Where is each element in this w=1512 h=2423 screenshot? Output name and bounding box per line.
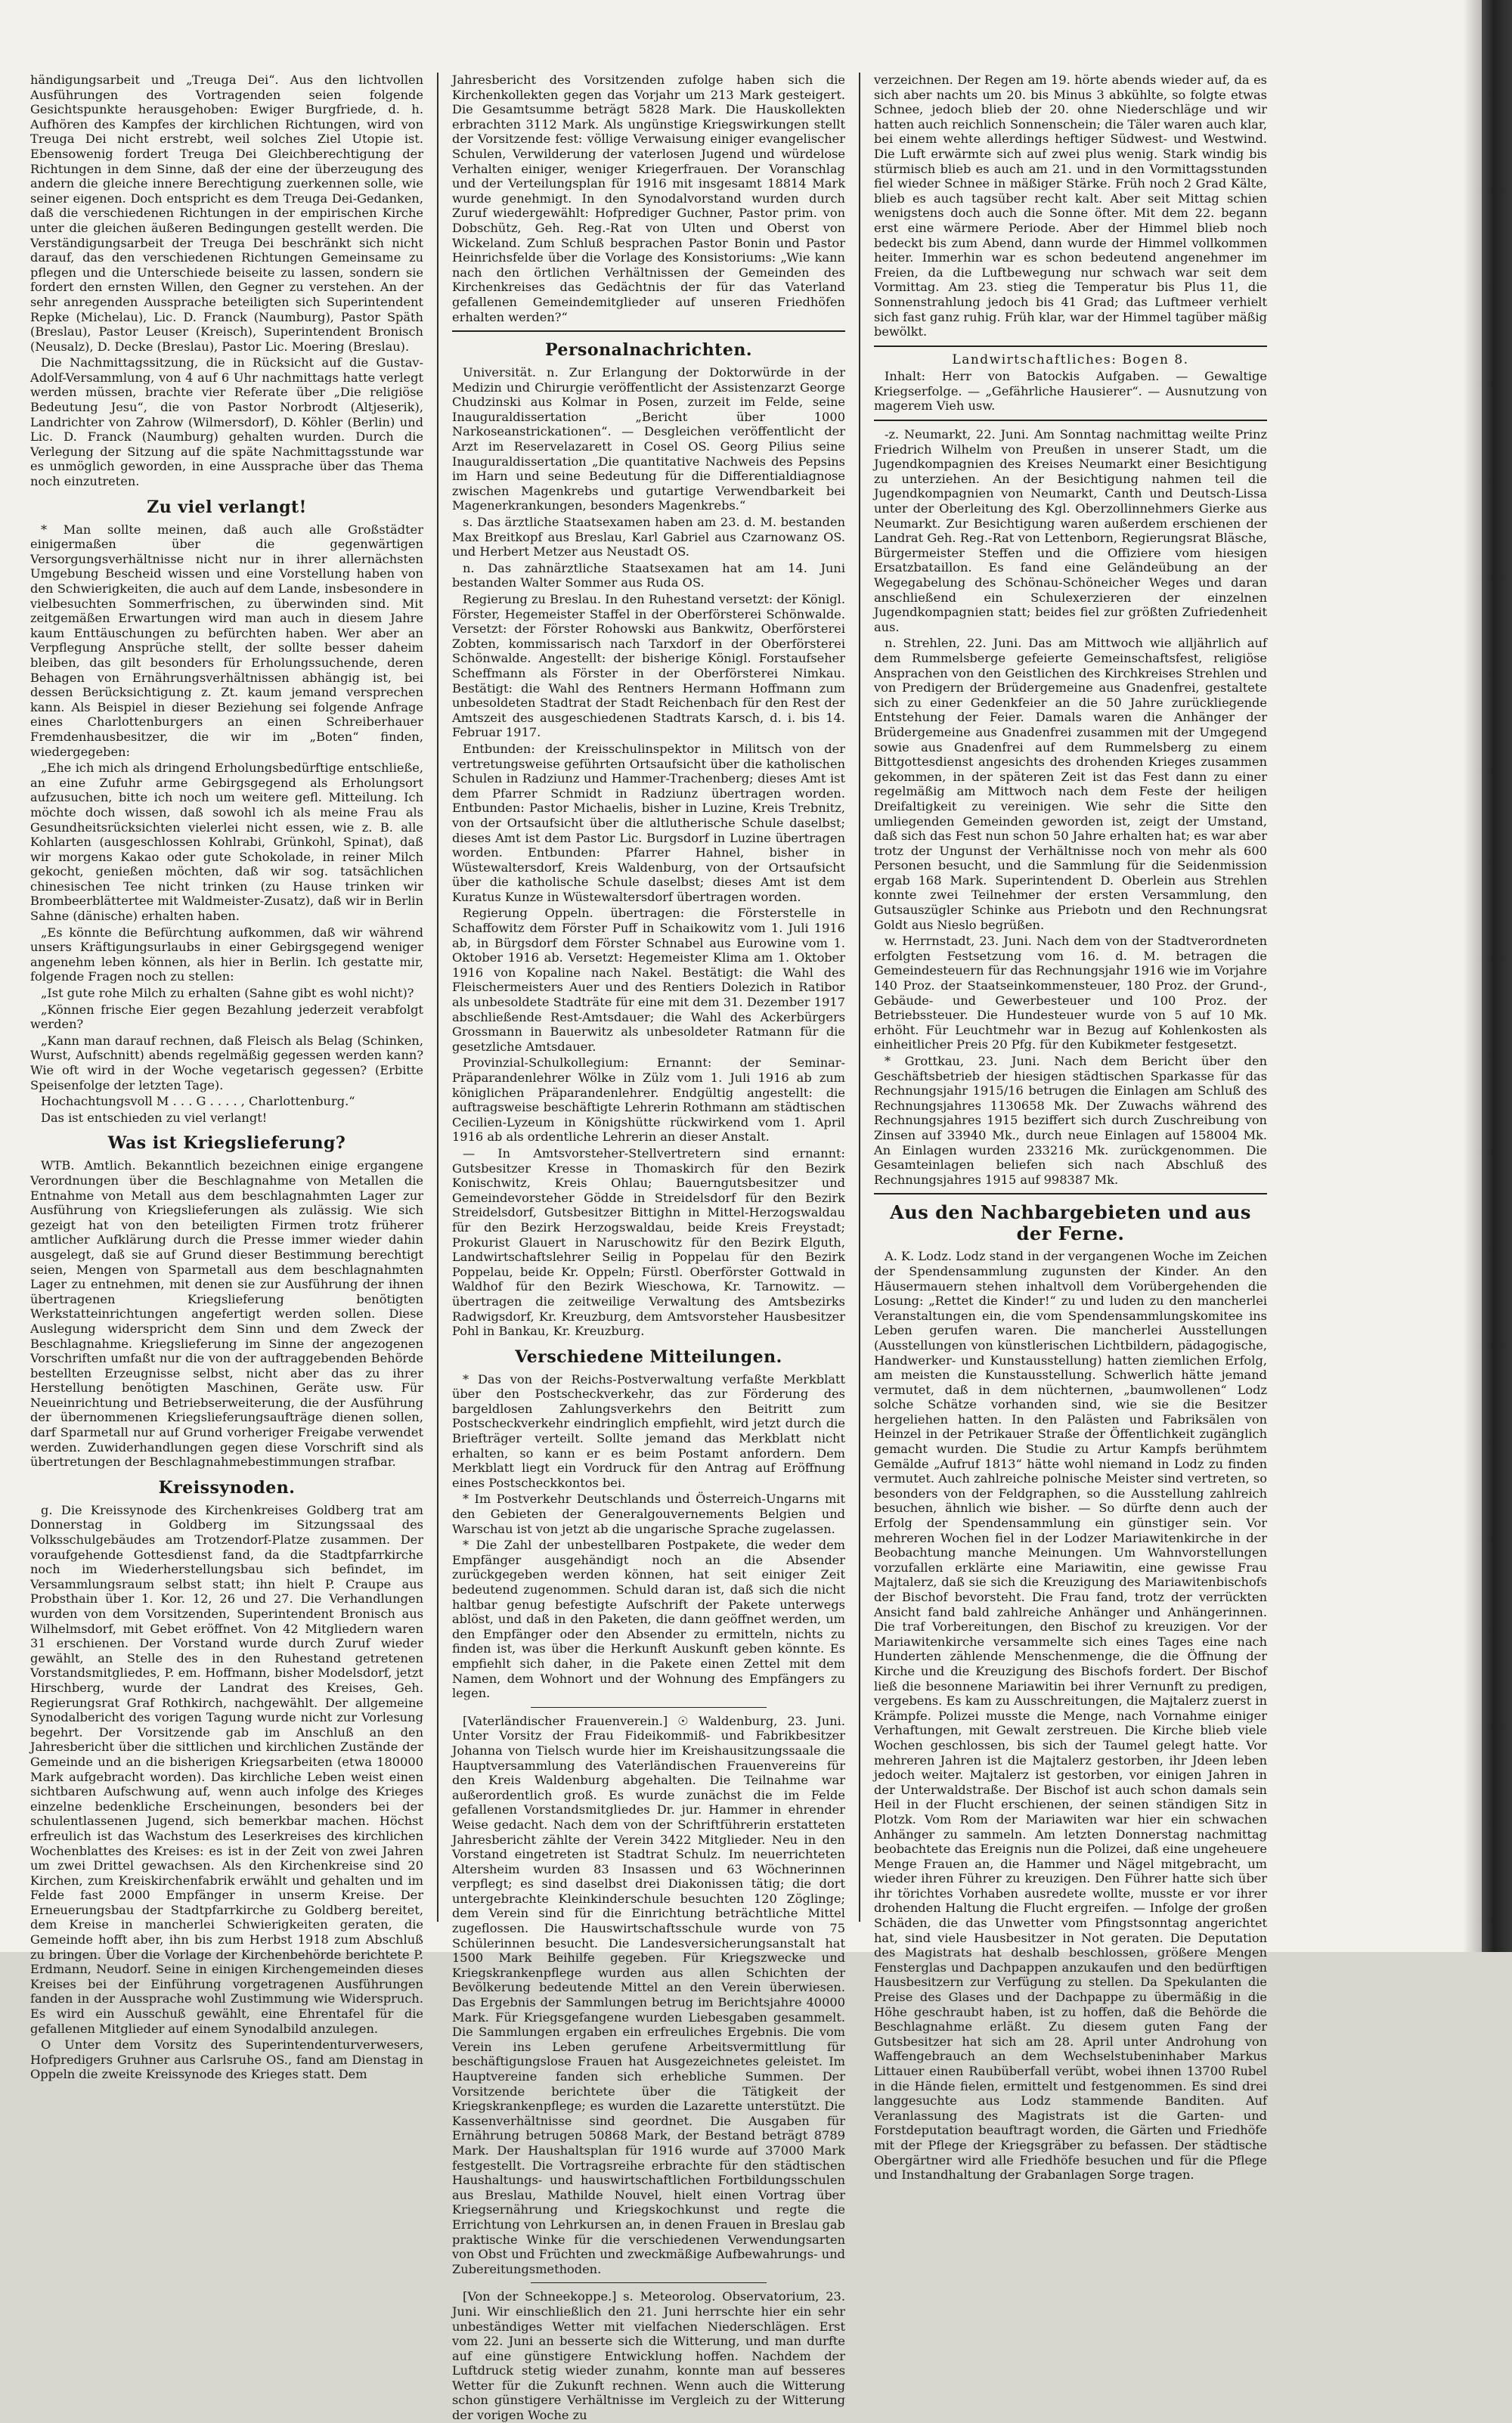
- scan-edge: [1482, 0, 1512, 1952]
- paragraph: n. Strehlen, 22. Juni. Das am Mittwoch wie alljährlich auf dem Rummelsberge gefeierte Gemeinschaftsfest, religiöse Ansprachen von den Geistlichen des Kirchkreises Strehlen und von Predigern der Brüdergemeine aus Gnadenfrei, gestaltete sich zu einer Gedenkfeier an die 50 Jahre zurückliegende Entstehung der Feier. Damals waren die Anhänger der Brüdergemeine aus Gnadenfrei zusammen mit der Umgegend sowie aus Gnadenfrei auf dem Rummelsberg zu einem Bittgottesdienst angesichts des drohenden Krieges zusammen gekommen, in der späteren Zeit ist das Fest dann zu einer regelmäßig am Mittwoch nach dem Feste der heiligen Dreifaltigkeit zu vereinigen. Wie sehr die Sitte den umliegenden Gemeinden geworden ist, zeigt der Umstand, daß sich das Fest nun schon 50 Jahre erhalten hat; es war aber trotz der Ungunst der Verhältnisse noch von mehr als 600 Personen besucht, und die Sammlung für die Seidenmission ergab 168 Mark. Superintendent D. Oberlein aus Strehlen konnte zwei Teilnehmer der ersten Versammlung, den Gutsauszügler Schinke aus Priebotn und den Rechnungsrat Goldt aus Nieslo begrüßen.: [874, 636, 1267, 932]
- paragraph: „Ehe ich mich als dringend Erholungsbedürftige entschließe, an eine Zufuhr arme Gebirgsgegend als Erholungsort aufzusuchen, bitte ich noch um weitere gefl. Mitteilung. Ich möchte doch wissen, daß sowohl ich als meine Frau als Gesundheitsrücksichten vielerlei nicht essen, wie z. B. alle Kohlarten (ausgeschlossen Kohlrabi, Grünkohl, Spinat), daß wir morgens Kakao oder gute Schokolade, in reiner Milch gekocht, genießen möchten, daß wir sog. tatsächlichen chinesischen Tee nicht trinken (zu Hause trinken wir Brombeerblättertee mit Waldmeister-Zusatz), daß wir in Berlin Sahne (dänische) erhalten haben.: [30, 761, 423, 924]
- paragraph: WTB. Amtlich. Bekanntlich bezeichnen einige ergangene Verordnungen über die Beschlagnahme von Metallen die Entnahme von Metall aus dem beschlagnahmten Lager zur Ausführung von Kriegslieferungen als zulässig. Wie sich gezeigt hat von den beteiligten Firmen trotz früherer amtlicher Aufklärung durch die Presse immer wieder dahin ausgelegt, daß sie auf Grund dieser Bestimmung berechtigt seien, Mengen von Sparmetall aus dem beschlagnahmten Lager zu entnehmen, mit denen sie zur Ausführung der ihnen übertragenen Kriegslieferung benötigten Werkstatteinrichtungen angefertigt werden sollen. Diese Auslegung widerspricht dem Sinn und dem Zweck der Beschlagnahme. Kriegslieferung im Sinne der angezogenen Vorschriften umfaßt nur die von der auftraggebenden Behörde bestellten Erzeugnisse selbst, nicht aber das zu ihrer Herstellung benötigten Maschinen, Geräte usw. Für Neueinrichtung und Betriebserweiterung, die der Ausführung der übernommenen Kriegslieferungsaufträge dienen sollen, darf Sparmetall nur auf Grund vorheriger Freigabe verwendet werden. Zuwiderhandlungen gegen diese Vorschrift sind als übertretungen der Beschlagnahmebestimmungen strafbar.: [30, 1158, 423, 1470]
- paragraph: O Unter dem Vorsitz des Superintendenturverwesers, Hofpredigers Gruhner aus Carlsruhe OS., fand am Dienstag in Oppeln die zweite Kreissynode des Krieges statt. Dem: [30, 2037, 423, 2082]
- section-heading: Verschiedene Mitteilungen.: [515, 1346, 782, 1367]
- section-rule: [874, 1193, 1267, 1194]
- paragraph: verzeichnen. Der Regen am 19. hörte abends wieder auf, da es sich aber nachts um 20. bis Minus 3 abkühlte, so folgte etwas Schnee, jedoch blieb der 20. ohne Niederschläge und wir hatten auch reichlich Sonnenschein; die Täler waren auch klar, bei einem wehte allerdings heftiger Südwest- und Westwind. Die Luft erwärmte sich auf zwei plus wenig. Stark windig bis stürmisch blieb es auch am 21. und in den Vormittagsstunden fiel wieder Schnee in mäßiger Stärke. Früh noch 2 Grad Kälte, blieb es auch tagsüber recht kalt. Aber seit Mittag schien wenigstens doch auch die Sonne öfter. Mit dem 22. begann erst eine wärmere Periode. Aber der Himmel blieb noch bedeckt bis zum Abend, dann wurde der Himmel vollkommen heiter. Immerhin war es schon bedeutend angenehmer im Freien, da die Luftbewegung nur schwach war seit dem Vormittag. Am 23. stieg die Temperatur bis Plus 11, die Sonnenstrahlung jedoch bis 41 Grad; das Luftmeer verhielt sich fast ganz ruhig. Früh klar, war der Himmel tagüber mäßig bewölkt.: [874, 73, 1267, 339]
- paragraph: w. Herrnstadt, 23. Juni. Nach dem von der Stadtverordneten erfolgten Festsetzung vom 16. d. M. betragen die Gemeindesteuern für das Rechnungsjahr 1916 wie im Vorjahre 140 Proz. der Staatseinkommensteuer, 180 Proz. der Grund-, Gebäude- und Gewerbesteuer und 100 Proz. der Betriebssteuer. Die Hundesteuer wurde von 5 auf 10 Mk. erhöht. Für Leuchtmehr war in Bezug auf Kohlenkosten als einheitlicher Preis 20 Pfg. für den Kubikmeter festgesetzt.: [874, 934, 1267, 1052]
- paragraph: Das ist entschieden zu viel verlangt!: [41, 1110, 268, 1125]
- paragraph: * Im Postverkehr Deutschlands und Österreich-Ungarns mit den Gebieten der Generalgouvernements Belgien und Warschau ist von jetzt ab die ungarische Sprache zugelassen.: [452, 1492, 845, 1536]
- paragraph: „Kann man darauf rechnen, daß Fleisch als Belag (Schinken, Wurst, Aufschnitt) abends regelmäßig gegessen werden kann? Wie oft wird in der Woche vegetarisch gegessen? (Erbitte Speisenfolge der letzten Tage).: [30, 1033, 423, 1092]
- paragraph: — In Amtsvorsteher-Stellvertretern sind ernannt: Gutsbesitzer Kresse in Thomaskirch für den Bezirk Konischwitz, Kreis Ohlau; Bauerngutsbesitzer und Gemeindevorsteher Gödde in Streidelsdorf für den Bezirk Streidelsdorf, Gutsbesitzer Bittighn in Mittel-Herzogswaldau für den Bezirk Herzogswaldau, beide Kreis Freystadt; Prokurist Glauert in Naruschowitz für den Bezirk Elguth, Landwirtschaftslehrer Seilig in Poppelau für den Bezirk Poppelau, beide Kr. Oppeln; Fürstl. Oberförster Gottwald in Waldhof für den Bezirk Wieschowa, Kr. Tarnowitz. — übertragen die zeitweilige Verwaltung des Amtsbezirks Radwigsdorf, Kr. Kreuzburg, dem Amtsvorsteher Hausbesitzer Pohl in Bankau, Kr. Kreuzburg.: [452, 1145, 845, 1339]
- paragraph: * Die Zahl der unbestellbaren Postpakete, die weder dem Empfänger ausgehändigt noch an die Absender zurückgegeben werden können, hat seit einiger Zeit bedeutend zugenommen. Schuld daran ist, daß sich die nicht haltbar genug befestigte Aufschrift der Pakete unterwegs ablöst, und daß in den Paketen, die dann geöffnet werden, um den Empfänger oder den Absender zu ermitteln, nichts zu finden ist, was über die Herkunft Auskunft geben könnte. Es empfiehlt sich daher, in die Pakete einen Zettel mit dem Namen, dem Wohnort und der Wohnung des Empfängers zu legen.: [452, 1538, 845, 1701]
- paragraph: -z. Neumarkt, 22. Juni. Am Sonntag nachmittag weilte Prinz Friedrich Wilhelm von Preußen in unserer Stadt, um die Jugendkompagnien des Kreises Neumarkt einer Besichtigung zu unterziehen. An der Besichtigung nahmen teil die Jugendkompagnien von Neumarkt, Canth und Deutsch-Lissa unter der Oberleitung des Kgl. Oberzollinnehmers Gierke aus Neumarkt. Zur Besichtigung waren außerdem erschienen der Landrat Geh. Reg.-Rat von Lettenborn, Regierungsrat Bläsche, Bürgermeister Steffen und die Offiziere vom hiesigen Ersatzbataillon. Es fand eine Geländeübung an der Wegegabelung des Schönau-Schöneicher Weges und daran anschließend ein Schulexerzieren der einzelnen Jugendkompagnien statt; beides fiel zur größten Zufriedenheit aus.: [874, 427, 1267, 634]
- paragraph: „Ist gute rohe Milch zu erhalten (Sahne gibt es wohl nicht)?: [41, 986, 414, 1001]
- column-3: [874, 73, 1267, 2183]
- separator: [531, 2282, 767, 2283]
- article-heading: Was ist Kriegslieferung?: [107, 1133, 346, 1154]
- section-heading: Personalnachrichten.: [545, 340, 752, 361]
- paragraph: händigungsarbeit und „Treuga Dei“. Aus den lichtvollen Ausführungen des Vortragenden seien folgende Gesichtspunkte herausgehoben: Ewiger Burgfriede, d. h. Aufhören des Kampfes der kirchlichen Richtungen, wird von Treuga Dei nicht erstrebt, weil solches Ziel Utopie ist. Ebensowenig fordert Treuga Dei Gleichberechtigung der Richtungen in dem Sinne, daß der eine der überzeugung des andern die gleiche innere Berechtigung zuerkennen solle, wie seiner eigenen. Doch entspricht es dem Treuga Dei-Gedanken, daß die verschiedenen Richtungen in der empirischen Kirche unter die gleichen äußeren Bedingungen gestellt werden. Die Verständigungsarbeit der Treuga Dei beschränkt sich nicht darauf, das den verschiedenen Richtungen Gemeinsame zu pflegen und die Unterschiede beiseite zu lassen, sondern sie fordert den ernsten Willen, den Gegner zu verstehen. An der sehr anregenden Aussprache beteiligten sich Superintendent Repke (Michelau), Lic. D. Franck (Naumburg), Pastor Späth (Breslau), Pastor Leuser (Kreisch), Superintendent Bronisch (Neusalz), D. Decke (Breslau), Pastor Lic. Moering (Breslau).: [30, 73, 423, 354]
- column-1: [30, 73, 423, 2082]
- page-fold-shadow: [1463, 0, 1482, 1952]
- signature-line: Hochachtungsvoll M . . . G . . . . , Charlottenburg.“: [41, 1094, 355, 1109]
- paragraph: g. Die Kreissynode des Kirchenkreises Goldberg trat am Donnerstag in Goldberg im Sitzungssaal des Volksschulgebäudes am Trotzendorf-Platze zusammen. Der voraufgehende Gottesdienst fand, da die Stadtpfarrkirche noch im Wiederherstellungsbau sich befindet, im Versammlungsraum selbst statt; ihn hielt P. Craupe aus Probsthain über 1. Kor. 12, 26 und 27. Die Verhandlungen wurden von dem Vorsitzenden, Superintendent Bronisch aus Wilhelmsdorf, mit Gebet eröffnet. Von 42 Mitgliedern waren 31 erschienen. Der Vorstand wurde durch Zuruf wieder gewählt, an Stelle des in den Ruhestand getretenen Vorstandsmitgliedes, P. em. Hoffmann, bisher Modelsdorf, jetzt Hirschberg, wurde der Landrat des Kreises, Geh. Regierungsrat Graf Rothkirch, nachgewählt. Der allgemeine Synodalbericht des vorigen Tagung wurde nicht zur Vorlesung begehrt. Der Vorsitzende gab im Anschluß an den Jahresbericht über die sittlichen und kirchlichen Zustände der Gemeinde und an die bisherigen Kriegsarbeiten (etwa 180000 Mark aufgebracht worden). Das kirchliche Leben weist einen sichtbaren Aufschwung auf, wenn auch infolge des Krieges einzelne bedenkliche Erscheinungen, besonders bei der schulentlassenen Jugend, sich bemerkbar machen. Höchst erfreulich ist das Wachstum des Leserkreises des kirchlichen Wochenblattes des Kreises: es ist in der Zeit von zwei Jahren um zwei Drittel gewachsen. Als den Kirchenkreise sind 20 Kirchen, zum Kreiskirchenfabrik erwählt und gehalten und im Felde fast 2000 Empfänger in unserm Kreise. Der Erneuerungsbau der Stadtpfarrkirche zu Goldberg bereitet, dem Kreise in mancherlei Schwierigkeiten geraten, die Gemeinde hofft aber, ihn bis zum Herbst 1918 zum Abschluß zu bringen. Über die Vorlage der Kirchenbehörde berichtete P. Erdmann, Neudorf. Seine in einigen Kirchengemeinden dieses Kreises bei der Einführung vorgetragenen Ausführungen fanden in der Aussprache wohl Zustimmung wie Widerspruch. Es wird ein Ausschuß gewählt, eine Ehrentafel für die gefallenen Mitglieder auf einem Synodalbild anzulegen.: [30, 1502, 423, 2036]
- paragraph: n. Das zahnärztliche Staatsexamen hat am 14. Juni bestanden Walter Sommer aus Ruda OS.: [452, 560, 845, 590]
- column-divider: [437, 73, 438, 1922]
- paragraph: * Das von der Reichs-Postverwaltung verfaßte Merkblatt über den Postscheckverkehr, das zur Förderung des bargeldlosen Zahlungsverkehrs den Beitritt zum Postscheckverkehr eindringlich empfiehlt, wird jetzt durch die Briefträger verteilt. Sollte jemand das Merkblatt nicht erhalten, so kann er es beim Postamt anfordern. Dem Merkblatt liegt ein Vordruck für den Antrag auf Eröffnung eines Postscheckkontos bei.: [452, 1371, 845, 1490]
- paragraph: A. K. Lodz. Lodz stand in der vergangenen Woche im Zeichen der Spendensammlung zugunsten der Kinder. An den Häusermauern stehen inhaltvoll dem Vorübergehenden die Losung: „Rettet die Kinder!“ zu und luden zu den mancherlei Veranstaltungen ein, die vom Spendensammlungskomitee ins Leben gerufen waren. Die mancherlei Ausstellungen (Ausstellungen von künstlerischen Lichtbildern, pädagogische, Handwerker- und Kunstausstellung) hatten ziemlichen Erfolg, am meisten die Kunstausstellung. Schwerlich hätte jemand vermutet, daß in dem nüchternen, „baumwollenen“ Lodz solche Schätze vorhanden sind, wie sie die Besitzer hergeliehen hatten. In den Palästen und Fabriksälen von Heinzel in der Petrikauer Straße der Öffentlichkeit zugänglich gemacht wurden. Die Studie zu Artur Kampfs berühmtem Gemälde „Aufruf 1813“ hätte wohl niemand in Lodz zu finden vermutet. Auch zahlreiche polnische Meister sind vertreten, so besonders von der Feldgraphen, so die Ausstellung zahlreich besuchen, ähnlich wie bisher. — So dürfte denn auch der Erfolg der Spendensammlung ein günstiger sein. Vor mehreren Wochen fiel in der Lodzer Mariawitenkirche in der Beobachtung manche Meinungen. Um Wahnvorstellungen vorzufallen erklärte eine Mariawitin, eine gewisse Frau Majtalerz, daß sie sich die Kreuzigung des Mariawitenbischofs der Bischof bevorsteht. Die Frau fand, trotz der verrückten Ansicht fand bald zahlreiche Anhänger und Anhängerinnen. Die traf Vorbereitungen, den Bischof zu kreuzigen. Vor der Mariawitenkirche versammelte sich eines Tages eine nach Hunderten zählende Menschenmenge, die die Öffnung der Kirche und die Kreuzigung des Bischofs fordert. Der Bischof ließ die besonnene Mariawitin bei ihrer Vernunft zu predigen, vergebens. Es kam zu Ausschreitungen, die Majtalerz zuerst in Krämpfe. Polizei musste die Menge, nach Vornahme einiger Verhaftungen, mit Gewalt zerstreuen. Die Kirche blieb viele Wochen geschlossen, bis sich der Taumel gelegt hatte. Vor mehreren Jahren ist die Majtalerz gestorben, ihr Jdeen leben jedoch weiter. Majtalerz ist gestorben, vor einigen Jahren in der Unterwaldstraße. Der Bischof ist auch schon damals sein Heil in der Flucht erschienen, der seinen ständigen Sitz in Plotzk. Vom Rom der Mariawiten war hier ein schwachen Anhänger zu sammeln. Am letzten Donnerstag nachmittag beobachtete das Ereignis nun die Polizei, daß eine ungeheuere Menge Frauen an, die Hammer und Nägel mitgebracht, um wieder ihren Führer zu kreuzigen. Den Führer hatte sich über ihr törichtes Vorhaben ausredete wollte, musste er vor ihrer drohenden Haltung die Flucht ergreifen. — Infolge der großen Schäden, die das Unwetter vom Pfingstsonntag angerichtet hat, sind viele Hausbesitzer in Not geraten. Die Deputation des Magistrats hat deshalb beschlossen, größere Mengen Fensterglas und Dachpappen anzukaufen und den bedürftigen Hausbesitzern zur Verfügung zu stellen. Da Spekulanten die Preise des Glases und der Dachpappe zu übermäßig in die Höhe geschraubt haben, ist zu hoffen, daß die Behörde die Beschlagnahme erläßt. Zu diesem guten Fang der Gutsbesitzer hat sich am 28. April unter Androhung von Waffengebrauch an dem Wechselstubeninhaber Markus Littauer einen Raubüberfall verübt, wobei ihnen 13700 Rubel in die Hände fielen, ermittelt und festgenommen. Es sind drei langgesuchte aus Lodz stammende Banditen. Auf Veranlassung des Magistrats ist die Garten- und Forstdeputation beauftragt worden, die Gärten und Friedhöfe mit der Pflege der Kriegsgräber zu befassen. Der städtische Obergärtner wird alle Friedhöfe besuchen und für die Pflege und Instandhaltung der Grabanlagen Sorge tragen.: [874, 1249, 1267, 2183]
- paragraph: Inhalt: Herr von Batockis Aufgaben. — Gewaltige Kriegserfolge. — „Gefährliche Hausierer“. — Ausnutzung von magerem Vieh usw.: [874, 369, 1267, 414]
- section-heading: Aus den Nachbargebieten und aus der Ferne.: [890, 1201, 1251, 1245]
- article-heading: Zu viel verlangt!: [147, 497, 307, 517]
- paragraph: „Können frische Eier gegen Bezahlung jederzeit verabfolgt werden?: [30, 1002, 423, 1032]
- article-heading: Kreissynoden.: [158, 1477, 296, 1498]
- paragraph: [Von der Schneekoppe.] s. Meteorolog. Observatorium, 23. Juni. Wir einschließlich den 21. Juni herrschte hier ein sehr unbeständiges Wetter mit vielfachen Niederschlägen. Erst vom 22. Juni an besserte sich die Witterung, und man durfte auf eine günstigere Entwicklung hoffen. Nachdem der Luftdruck stetig wieder zunahm, konnte man auf besseres Wetter für die Zukunft rechnen. Wenn auch die Witterung schon günstigere Verhältnisse im Vergleich zu der Witterung der vorigen Woche zu: [452, 2289, 845, 2423]
- paragraph: „Es könnte die Befürchtung aufkommen, daß wir während unsers Kräftigungsurlaubs in einer Gebirgsgegend weniger angenehm leben können, als hier in Berlin. Ich gestatte mir, folgende Fragen noch zu stellen:: [30, 925, 423, 984]
- section-rule: [452, 330, 845, 332]
- separator: [531, 1707, 767, 1708]
- paragraph: Provinzial-Schulkollegium: Ernannt: der Seminar-Präparandenlehrer Wölke in Zülz vom 1. Juli 1916 ab zum königlichen Präparandenlehrer. Endgültig angestellt: die auftragsweise beschäftigte Lehrerin Rothmann am städtischen Cecilien-Lyzeum in Königshütte rückwirkend vom 1. April 1916 ab als ordentliche Lehrerin an dieser Anstalt.: [452, 1055, 845, 1145]
- supplement-notice: Landwirtschaftliches: Bogen 8.: [952, 352, 1189, 367]
- column-divider: [859, 73, 860, 1922]
- paragraph: Die Nachmittagssitzung, die in Rücksicht auf die Gustav-Adolf-Versammlung, von 4 auf 6 Uhr nachmittags hatte verlegt werden müssen, brachte vier Referate über „Die religiöse Bedeutung Jesu“, die von Pastor Norbrodt (Altjeserik), Landrichter von Zahrow (Wilmersdorf), D. Köhler (Berlin) und Lic. D. Franck (Naumburg) gehalten wurden. Durch die Verlegung der Sitzung auf die späte Nachmittagsstunde war es unmöglich geworden, in eine Aussprache über das Thema noch einzutreten.: [30, 355, 423, 489]
- section-rule: [874, 420, 1267, 421]
- paragraph: s. Das ärztliche Staatsexamen haben am 23. d. M. bestanden Max Breitkopf aus Breslau, Karl Gabriel aus Czarnowanz OS. und Herbert Metzer aus Neustadt OS.: [452, 515, 845, 559]
- paragraph: Regierung zu Breslau. In den Ruhestand versetzt: der Königl. Förster, Hegemeister Staffel in der Oberförsterei Schönwalde. Versetzt: der Förster Rohowski aus Bankwitz, Oberförsterei Zobten, kommissarisch nach Tarxdorf in der Oberförsterei Schönwalde. Angestellt: der bisherige Königl. Forstaufseher Scheffmann als Förster in der Oberförsterei Nimkau. Bestätigt: die Wahl des Rentners Hermann Hoffmann zum unbesoldeten Stadtrat der Stadt Reichenbach für den Rest der Amtszeit des ausgeschiedenen Stadtrats Karsch, d. i. bis 14. Februar 1917.: [452, 592, 845, 740]
- paragraph: [Vaterländischer Frauenverein.] ☉ Waldenburg, 23. Juni. Unter Vorsitz der Frau Fideikommiß- und Fabrikbesitzer Johanna von Tielsch wurde hier im Kreishausitzungssaale die Hauptversammlung des Vaterländischen Frauenvereins für den Kreis Waldenburg abgehalten. Die Teilnahme war außerordentlich groß. Es wurde zunächst die im Felde gefallenen Vorstandsmitgliedes Dr. jur. Hammer in ehrender Weise gedacht. Nach dem von der Schriftführerin erstatteten Jahresbericht zählte der Verein 3422 Mitglieder. Neu in den Vorstand eingetreten ist Stadtrat Schulz. Im neuerrichteten Altersheim wurden 83 Insassen und 63 Wöchnerinnen verpflegt; es sind daselbst drei Diakonissen tätig; die dort untergebrachte Kleinkinderschule besuchten 120 Zöglinge; dem Verein sind für die Einrichtung beträchtliche Mittel zugeflossen. Die Hauswirtschaftsschule wurde von 75 Schülerinnen besucht. Die Landesversicherungsanstalt hat 1500 Mark Beihilfe gegeben. Für Kriegszwecke und Kriegskrankenpflege wurden aus allen Schichten der Bevölkerung bedeutende Mittel an den Verein überwiesen. Das Ergebnis der Sammlungen betrug im Berichtsjahre 40000 Mark. Für Kriegsgefangene wurden Liebesgaben gesammelt. Die Sammlungen ergaben ein erfreuliches Ergebnis. Die vom Verein ins Leben gerufene Arbeitsvermittlung für beschäftigungslose Frauen hat Ausgezeichnetes geleistet. Im Hauptvereine fanden sich erhebliche Summen. Der Vorsitzende berichtete über die Tätigkeit der Kriegskrankenpflege; es wurden die Lazarette unterstützt. Die Kassenverhältnisse sind geordnet. Die Ausgaben für Ernährung betrugen 50868 Mark, der Bestand beträgt 8789 Mark. Der Haushaltsplan für 1916 wurde auf 37000 Mark festgestellt. Die Vortragsreihe erbrachte für den städtischen Haushaltungs- und hauswirtschaftlichen Fortbildungsschulen aus Breslau, Mathilde Nouvel, hielt einen Vortrag über Kriegsernährung und Kriegskochkunst und regte die Errichtung von Lehrkursen an, in denen Frauen in Breslau gab praktische Winke für die verschiedenen Verwendungsarten von Obst und Früchten und zweckmäßige Aufbewahrungs- und Zubereitungsmethoden.: [452, 1713, 845, 2276]
- paragraph: * Man sollte meinen, daß auch alle Großstädter einigermaßen über die gegenwärtigen Versorgungsverhältnisse nicht nur in ihrer allernächsten Umgebung Bescheid wissen und eine Vorstellung haben von den Schwierigkeiten, die auch auf dem Lande, insbesondere in vielbesuchten Sommerfrischen, zu überwinden sind. Mit zeitgemäßen Erwartungen wird man auch in diesem Jahre kaum Enttäuschungen zu befürchten haben. Wer aber an Verpflegung Ansprüche stellt, der sollte besser daheim bleiben, das gilt besonders für Erholungssuchende, deren Behagen von Ernährungsverhältnissen abhängig ist, bei dessen Berücksichtigung z. Zt. kaum jemand versprechen kann. Als Beispiel in dieser Beziehung sei folgende Anfrage eines Charlottenburgers an einen Schreiberhauer Fremdenhausbesitzer, die wir im „Boten“ finden, wiedergegeben:: [30, 522, 423, 759]
- paragraph: Universität. n. Zur Erlangung der Doktorwürde in der Medizin und Chirurgie veröffentlicht der Assistenzarzt George Chudzinski aus Kolmar in Posen, zurzeit im Felde, seine Inauguraldissertation „Bericht über 1000 Narkoseanstrickationen“. — Desgleichen veröffentlicht der Arzt im Reservelazarett in Cosel OS. Georg Pilius seine Inauguraldissertation „Die quantitative Nachweis des Pepsins im Harn und seine Bedeutung für die Differentialdiagnose zwischen Magenkrebs und gutartige Verwendbarkeit bei Magenerkrankungen, besonders Magenkrebs.“: [452, 365, 845, 513]
- paragraph: Entbunden: der Kreisschulinspektor in Militsch von der vertretungsweise geführten Ortsaufsicht über die katholischen Schulen in Radziunz und Hammer-Trachenberg; dieses Amt ist dem Pfarrer Schmidt in Radziunz übertragen worden. Entbunden: Pastor Michaelis, bisher in Luzine, Kreis Trebnitz, von der Ortsaufsicht über die altlutherische Schule daselbst; dieses Amt ist dem Pastor Lic. Burgsdorf in Luzine übertragen worden. Entbunden: Pfarrer Hahnel, bisher in Wüstewaltersdorf, Kreis Waldenburg, von der Ortsaufsicht über die katholische Schule daselbst; dieses Amt ist dem Kuratus Kunze in Wüstewaltersdorf übertragen worden.: [452, 741, 845, 904]
- column-2: [452, 73, 845, 2423]
- paragraph: Regierung Oppeln. übertragen: die Försterstelle in Schaffowitz dem Förster Puff in Schaikowitz vom 1. Juli 1916 ab, in Bürgsdorf dem Förster Schnabel aus Eurowine vom 1. Oktober 1916 ab. Versetzt: Hegemeister Klima am 1. Oktober 1916 von Kopaline nach Nakel. Bestätigt: die Wahl des Fleischermeisters Auer und des Rentiers Dolezich in Ratibor als unbesoldete Stadträte für eine mit dem 31. Dezember 1917 abschließende Rest-Amtsdauer; die Wahl des Ackerbürgers Grossmann in Bauerwitz als unbesoldeter Ratmann für die gesetzliche Amtsdauer.: [452, 906, 845, 1054]
- paragraph: Jahresbericht des Vorsitzenden zufolge haben sich die Kirchenkollekten gegen das Vorjahr um 213 Mark gesteigert. Die Gesamtsumme beträgt 5828 Mark. Die Hauskollekten erbrachten 3112 Mark. Als ungünstige Kriegswirkungen stellt der Vorsitzende fest: völlige Verwaisung einiger evangelischer Schulen, Verwilderung der vaterlosen Jugend und würdelose Verhalten einiger, weniger Kriegerfrauen. Der Voranschlag und der Verteilungsplan für 1916 mit insgesamt 18814 Mark wurde genehmigt. In den Synodalvorstand wurden durch Zuruf wiedergewählt: Hofprediger Guchner, Pastor prim. von Dobschütz, Geh. Reg.-Rat von Ulten und Oberst von Wickeland. Zum Schluß besprachen Pastor Bonin und Pastor Heinrichsfelde über die Vorlage des Konsistoriums: „Wie kann nach den örtlichen Verhältnissen der Gemeinden des Kirchenkreises das Gedächtnis der für das Vaterland gefallenen Gemeindemitglieder auf unseren Friedhöfen erhalten werden?“: [452, 73, 845, 324]
- paragraph: * Grottkau, 23. Juni. Nach dem Bericht über den Geschäftsbetrieb der hiesigen städtischen Sparkasse für das Rechnungsjahr 1915/16 betrugen die Einlagen am Schluß des Rechnungsjahres 1130658 Mk. Der Zuwachs während des Rechnungsjahres 1915 beziffert sich durch Zuschreibung von Zinsen auf 33940 Mk., durch neue Einlagen auf 158004 Mk. An Einlagen wurden 233216 Mk. zurückgenommen. Die Gesamteinlagen beliefen sich nach Abschluß des Rechnungsjahres 1915 auf 998387 Mk.: [874, 1054, 1267, 1187]
- section-rule: [874, 345, 1267, 347]
